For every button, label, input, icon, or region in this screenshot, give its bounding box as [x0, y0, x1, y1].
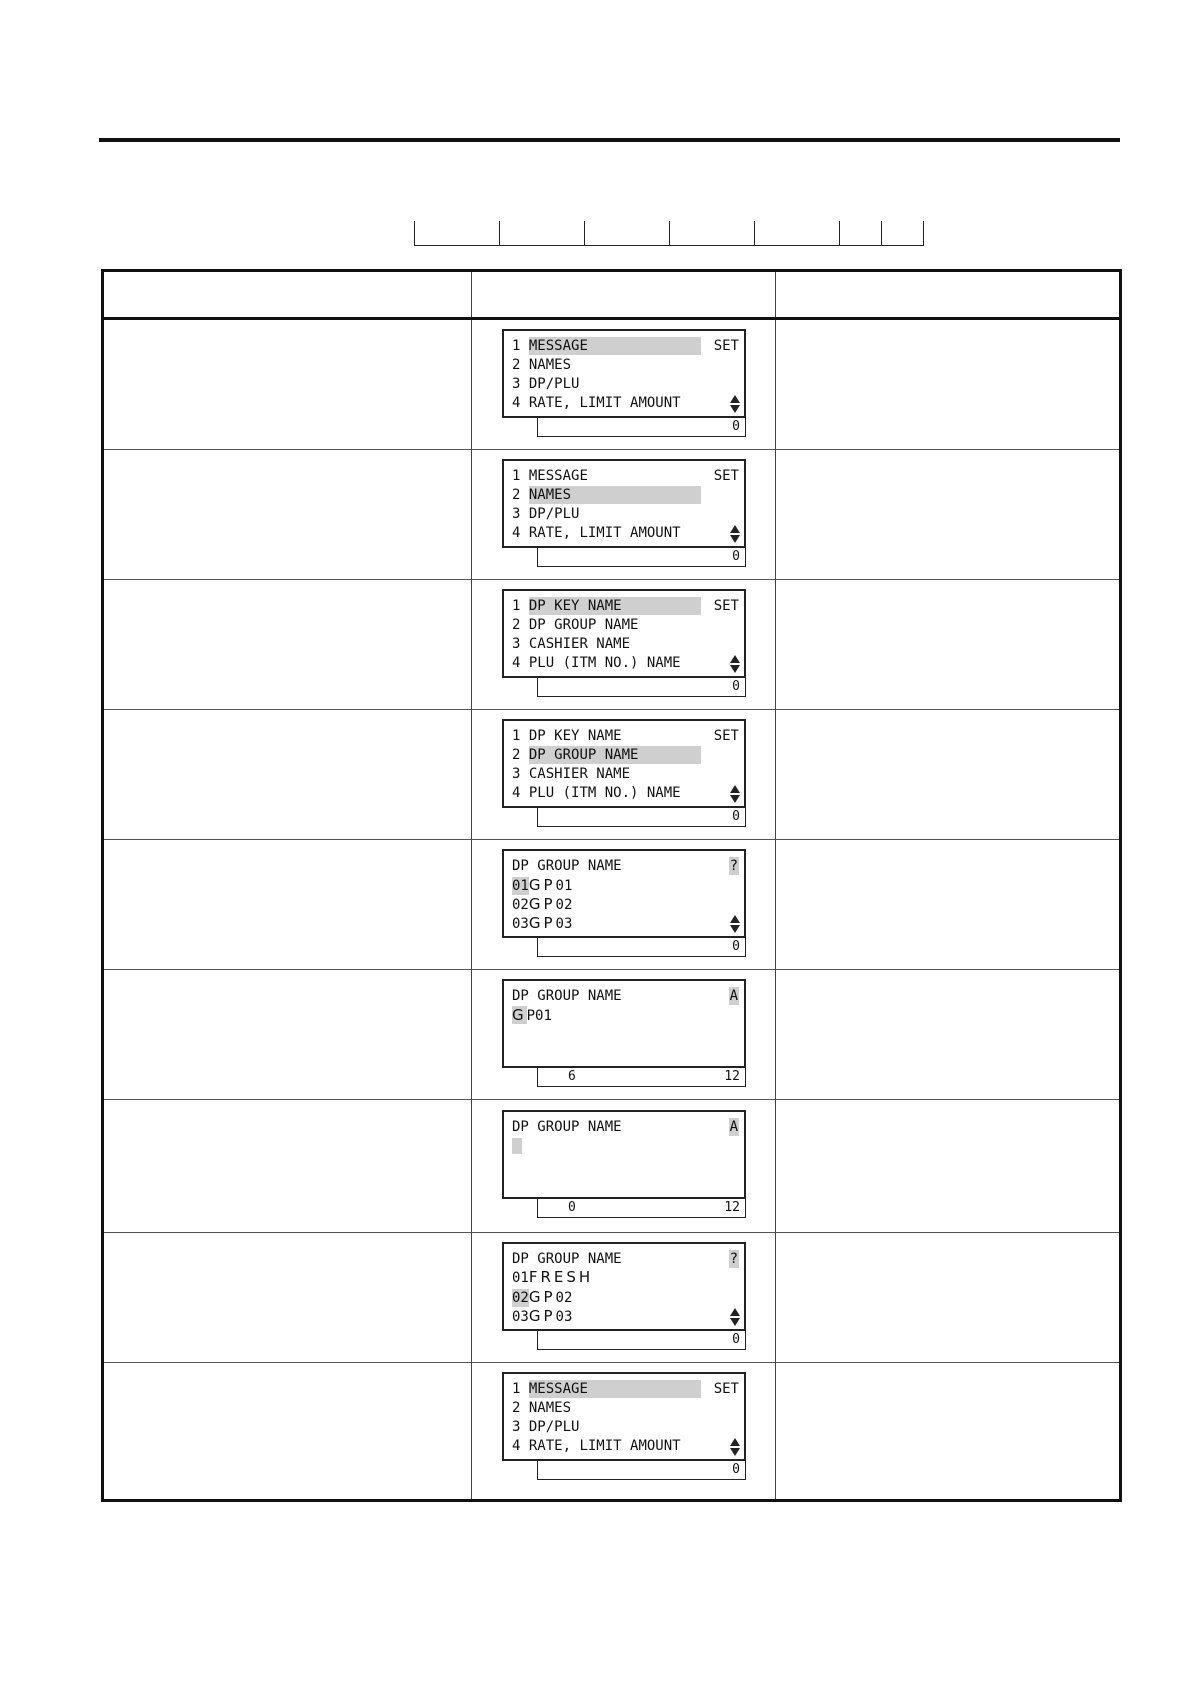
edit-line: GP01 — [512, 1006, 552, 1024]
menu-item-highlighted: NAMES — [529, 486, 701, 504]
scroll-updown-icon — [730, 1438, 740, 1456]
mode-indicator: ? — [729, 1251, 738, 1267]
row-divider — [104, 1099, 1119, 1100]
group-entry: 02GP02 — [512, 895, 573, 913]
lcd-screen — [502, 979, 746, 1068]
screen-title: DP GROUP NAME — [512, 858, 622, 874]
menu-line: 2 NAMES — [512, 1400, 572, 1416]
column-divider — [471, 272, 472, 1499]
row-divider — [104, 1232, 1119, 1233]
row-divider — [104, 839, 1119, 840]
screen-title: DP GROUP NAME — [512, 988, 622, 1004]
menu-line: 3 DP/PLU — [512, 1419, 580, 1435]
tab-box — [840, 221, 882, 246]
tab-box — [585, 221, 670, 246]
menu-line: 1 MESSAGE — [512, 337, 738, 355]
status-bar: 0 — [537, 808, 746, 827]
menu-line: 4 PLU (ITM NO.) NAME — [512, 655, 681, 671]
mode-indicator: A — [729, 988, 738, 1004]
lcd-screen — [502, 459, 746, 548]
status-bar: 6 12 — [537, 1068, 746, 1087]
scroll-updown-icon — [730, 655, 740, 673]
tab-box — [415, 221, 500, 246]
edit-cursor — [512, 1138, 522, 1154]
scroll-updown-icon — [730, 1308, 740, 1326]
menu-line: 4 RATE, LIMIT AMOUNT — [512, 525, 681, 541]
menu-line: 1 MESSAGE — [512, 468, 588, 484]
tab-box — [755, 221, 840, 246]
mode-indicator: SET — [713, 728, 739, 744]
tab-box — [882, 221, 924, 246]
menu-line: 2 NAMES — [512, 486, 738, 504]
lcd-screen — [502, 1110, 746, 1199]
screen-title: DP GROUP NAME — [512, 1119, 622, 1135]
menu-item-highlighted: DP KEY NAME — [529, 597, 701, 615]
lcd-screen — [502, 1242, 746, 1331]
mode-indicator: SET — [713, 338, 739, 354]
row-divider — [104, 969, 1119, 970]
header-separator — [104, 317, 1119, 320]
entry-number-highlighted: 02 — [512, 1290, 529, 1306]
menu-item-highlighted: MESSAGE — [529, 337, 701, 355]
menu-item-highlighted: MESSAGE — [529, 1380, 701, 1398]
group-entry: 03GP03 — [512, 914, 573, 932]
tab-box — [500, 221, 585, 246]
menu-line: 4 PLU (ITM NO.) NAME — [512, 785, 681, 801]
menu-line: 3 DP/PLU — [512, 506, 580, 522]
tab-box — [670, 221, 755, 246]
menu-line: 1 MESSAGE — [512, 1380, 738, 1398]
tab-boxes — [414, 221, 921, 246]
edit-cursor: G — [512, 1006, 527, 1024]
menu-line: 4 RATE, LIMIT AMOUNT — [512, 395, 681, 411]
status-bar: 0 12 — [537, 1199, 746, 1218]
menu-line: 1 DP KEY NAME — [512, 728, 622, 744]
mode-indicator: SET — [713, 598, 739, 614]
menu-line: 1 DP KEY NAME — [512, 597, 738, 615]
menu-line: 2 NAMES — [512, 357, 572, 373]
scroll-updown-icon — [730, 785, 740, 803]
menu-line: 2 DP GROUP NAME — [512, 746, 738, 764]
mode-indicator: SET — [713, 468, 739, 484]
menu-line: 3 DP/PLU — [512, 376, 580, 392]
header-rule — [99, 138, 1120, 142]
menu-item-highlighted: DP GROUP NAME — [529, 746, 701, 764]
row-divider — [104, 1362, 1119, 1363]
row-divider — [104, 579, 1119, 580]
lcd-screen — [502, 849, 746, 938]
status-bar: 0 — [537, 938, 746, 957]
scroll-updown-icon — [730, 915, 740, 933]
status-bar: 0 — [537, 678, 746, 697]
group-entry: 01GP01 — [512, 876, 573, 894]
mode-indicator: SET — [713, 1381, 739, 1397]
group-entry: 02GP02 — [512, 1288, 573, 1306]
menu-line: 4 RATE, LIMIT AMOUNT — [512, 1438, 681, 1454]
row-divider — [104, 449, 1119, 450]
screen-title: DP GROUP NAME — [512, 1251, 622, 1267]
lcd-screen — [502, 589, 746, 678]
menu-line: 3 CASHIER NAME — [512, 766, 631, 782]
lcd-screen — [502, 329, 746, 418]
edit-line — [512, 1137, 738, 1155]
mode-indicator: A — [729, 1119, 738, 1135]
scroll-updown-icon — [730, 395, 740, 413]
scroll-updown-icon — [730, 525, 740, 543]
lcd-screen — [502, 719, 746, 808]
entry-number-highlighted: 01 — [512, 878, 529, 894]
group-entry: 03GP03 — [512, 1307, 573, 1325]
status-bar: 0 — [537, 1331, 746, 1350]
menu-line: 3 CASHIER NAME — [512, 636, 631, 652]
column-divider — [775, 272, 776, 1499]
status-bar: 0 — [537, 548, 746, 567]
status-bar: 0 — [537, 1461, 746, 1480]
group-entry: 01FRESH — [512, 1268, 594, 1286]
lcd-screen — [502, 1372, 746, 1461]
row-divider — [104, 709, 1119, 710]
status-bar: 0 — [537, 418, 746, 437]
menu-line: 2 DP GROUP NAME — [512, 617, 639, 633]
mode-indicator: ? — [729, 858, 738, 874]
